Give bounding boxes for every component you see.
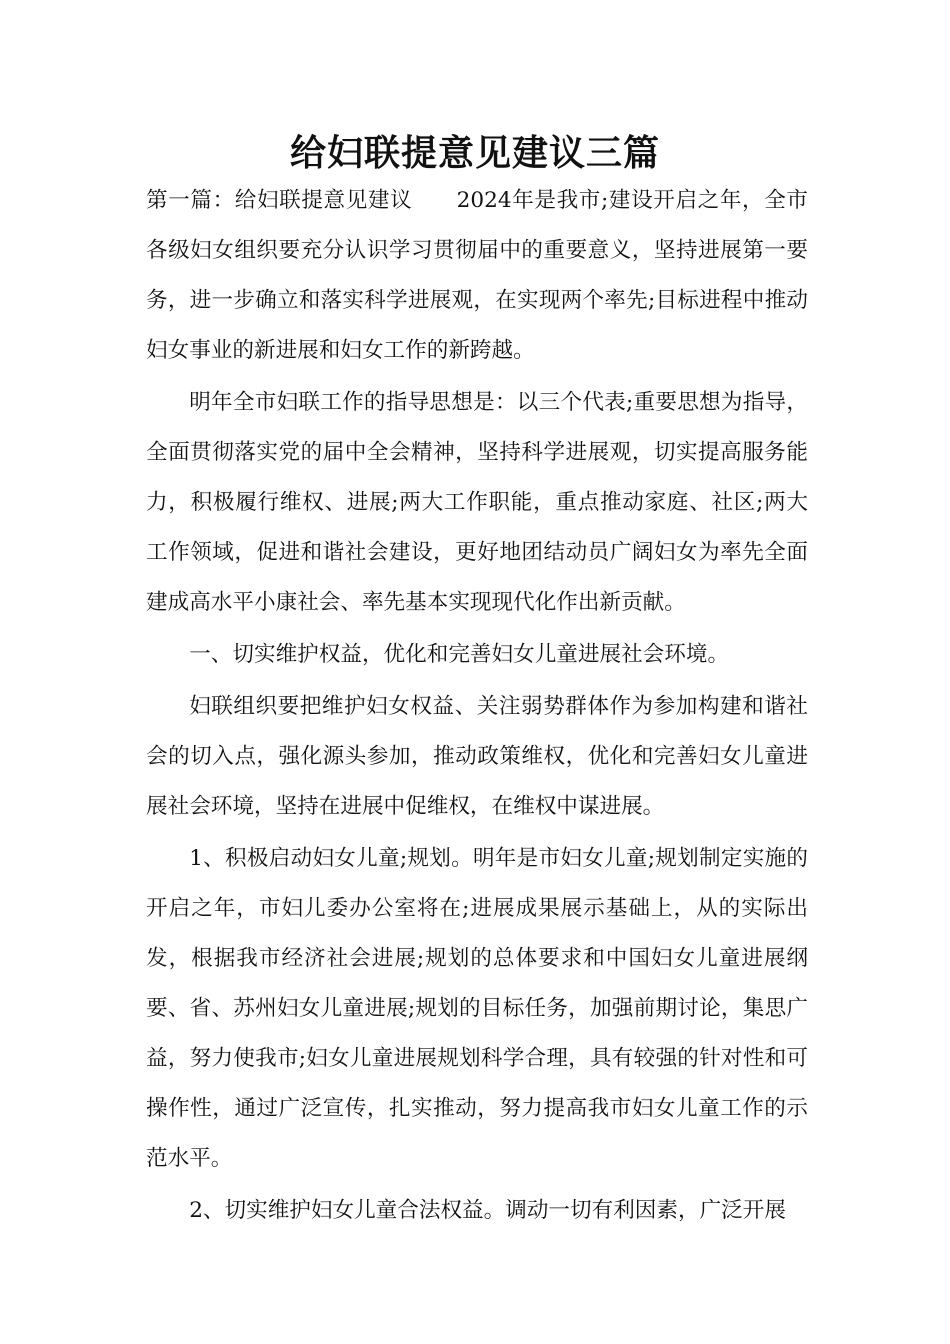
document-body <box>146 176 808 1238</box>
paragraph-rights: 妇联组织要把维护妇女权益、关注弱势群体作为参加构建和谐社会的切入点，强化源头参加，推动政策维权，优化和完善妇女儿童进展社会环境，坚持在进展中促维权，在维权中谋进展。 <box>146 694 808 819</box>
paragraph-item-2: 2、切实维护妇女儿童合法权益。调动一切有利因素，广泛开展 <box>189 1198 786 1223</box>
paragraph-item-1: 1、积极启动妇女儿童;规划。明年是市妇女儿童;规划制定实施的开启之年，市妇儿委办公室将在;进展成果展示基础上，从的实际出发，根据我市经济社会进展;规划的总体要求和中国妇女儿童进展纲要、省、苏州妇女儿童进展;规划的目标任务，加强前期讨论，集思广益，努力使我市;妇女儿童进展规划科学合理，具有较强的针对性和可操作性，通过广泛宣传，扎实推动，努力提高我市妇女儿童工作的示范水平。 <box>146 846 808 1171</box>
paragraph-intro: 第一篇：给妇联提意见建议 2024年是我市;建设开启之年，全市各级妇女组织要充分认识学习贯彻届中的重要意义，坚持进展第一要务，进一步确立和落实科学进展观，在实现两个率先;目标进程中推动妇女事业的新进展和妇女工作的新跨越。 <box>146 188 808 363</box>
document-title: 给妇联提意见建议三篇 <box>289 132 660 174</box>
paragraph-guiding-thought: 明年全市妇联工作的指导思想是：以三个代表;重要思想为指导，全面贯彻落实党的届中全会精神，坚持科学进展观，切实提高服务能力，积极履行维权、进展;两大工作职能，重点推动家庭、社区;两大工作领域，促进和谐社会建设，更好地团结动员广阔妇女为率先全面建成高水平小康社会、率先基本实现现代化作出新贡献。 <box>146 390 808 615</box>
section-heading-1: 一、切实维护权益，优化和完善妇女儿童进展社会环境。 <box>189 642 730 667</box>
